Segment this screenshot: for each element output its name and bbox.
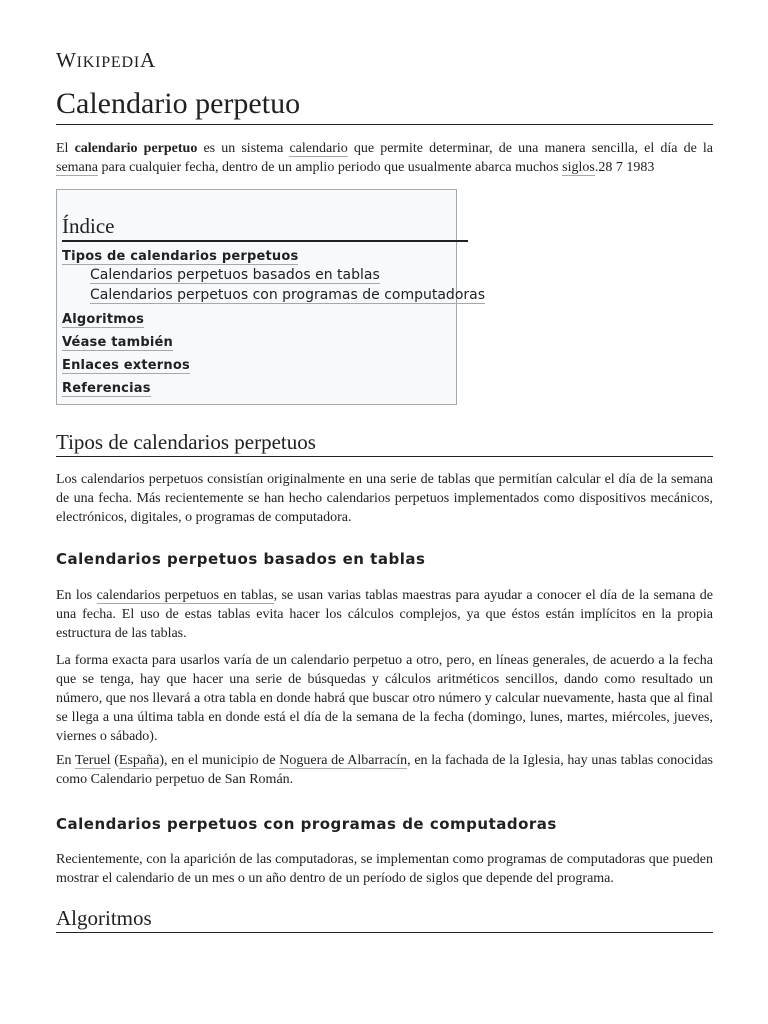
- toc-item-tipos[interactable]: [62, 248, 298, 266]
- link-calendarios-perpetuos-en-tablas[interactable]: calendarios perpetuos en tablas: [96, 588, 274, 603]
- intro-bold-term: calendario perpetuo: [74, 141, 198, 156]
- wordmark-a: A: [140, 48, 156, 72]
- toc-item-enlaces[interactable]: [62, 357, 190, 375]
- toc-item-label: Calendarios perpetuos con programas de computadoras: [90, 287, 486, 303]
- tablas-p3-text-4: , en la fachada de la Iglesia, hay unas tablas conocidas como Calendario perpetuo de San Román.: [56, 753, 713, 787]
- intro-text-1: El: [56, 141, 75, 156]
- intro-paragraph: [56, 139, 713, 177]
- subsection-heading-programas: Calendarios perpetuos con programas de computadoras: [56, 815, 557, 833]
- tablas-p3-text-2: (: [110, 753, 119, 768]
- toc-item-referencias[interactable]: [62, 380, 151, 398]
- toc-item-vease[interactable]: [62, 334, 173, 352]
- section-heading-algoritmos: Algoritmos: [56, 904, 713, 933]
- toc-item-label: Algoritmos: [62, 312, 145, 327]
- tablas-paragraph-3: [56, 751, 713, 789]
- toc-item-label: Calendarios perpetuos basados en tablas: [90, 267, 380, 283]
- section-heading-tipos: Tipos de calendarios perpetuos: [56, 428, 713, 457]
- link-semana[interactable]: semana: [56, 160, 98, 175]
- toc-item-label: Véase también: [62, 335, 173, 350]
- table-of-contents: [56, 189, 486, 405]
- toc-item-programas[interactable]: [90, 286, 485, 304]
- wordmark-ikipedi: IKIPEDI: [76, 54, 140, 71]
- tablas-p1-text-1: En los: [56, 588, 97, 603]
- subsection-heading-tablas: Calendarios perpetuos basados en tablas: [56, 550, 426, 568]
- intro-text-3: que permite determinar, de una manera sencilla, el día de la: [347, 141, 714, 156]
- tablas-p3-text-1: En: [56, 753, 75, 768]
- wikipedia-wordmark[interactable]: [56, 48, 156, 75]
- link-espana[interactable]: España: [118, 753, 160, 768]
- tablas-p1-text-2: , se usan varias tablas maestras para ayudar a conocer el día de la semana de una fecha. El uso de estas tablas evita hacer los cálculos complejos, ya que éstos están implícitos en la propia estructura de las tablas.: [56, 588, 714, 641]
- toc-item-label: Enlaces externos: [62, 358, 190, 373]
- intro-text-2: es un sistema: [197, 141, 290, 156]
- toc-item-label: Referencias: [62, 381, 151, 396]
- tablas-p3-text-3: ), en el municipio de: [159, 753, 280, 768]
- tipos-paragraph: Los calendarios perpetuos consistían originalmente en una serie de tablas que permitían calcular el día de la semana de una fecha. Más recientemente se han hecho calendarios perpetuos implementados como dispositivos mecánicos, electrónicos, digitales, o programas de computadora.: [56, 472, 713, 525]
- toc-item-tablas[interactable]: [90, 266, 380, 284]
- page-title: Calendario perpetuo: [56, 84, 713, 125]
- programas-paragraph: Recientemente, con la aparición de las computadoras, se implementan como programas de computadoras que pueden mostrar el calendario de un mes o un año dentro de un período de siglos que depende del programa.: [56, 852, 713, 886]
- tablas-paragraph-1: [56, 586, 713, 643]
- toc-item-label: Tipos de calendarios perpetuos: [62, 249, 299, 264]
- link-calendario[interactable]: calendario: [289, 141, 348, 156]
- toc-title: Índice: [62, 212, 468, 242]
- toc-item-algoritmos[interactable]: [62, 311, 144, 329]
- wordmark-w: W: [56, 48, 77, 72]
- link-siglos[interactable]: siglos: [562, 160, 595, 175]
- intro-text-5: .28 7 1983: [594, 160, 655, 175]
- intro-text-4: para cualquier fecha, dentro de un amplio periodo que usualmente abarca muchos: [97, 160, 563, 175]
- link-noguera-de-albarracin[interactable]: Noguera de Albarracín: [279, 753, 408, 768]
- link-teruel[interactable]: Teruel: [75, 753, 111, 768]
- tablas-paragraph-2: La forma exacta para usarlos varía de un calendario perpetuo a otro, pero, en líneas generales, de acuerdo a la fecha que se tenga, hay que hacer una serie de búsquedas y cálculos aritméticos sencillos, dando como resultado un número, que nos llevará a otra tabla en donde habrá que buscar otro número y calcular nuevamente, hasta que al final se llega a una última tabla en donde está el día de la semana de la fecha (domingo, lunes, martes, miércoles, jueves, viernes o sábado).: [56, 653, 713, 744]
